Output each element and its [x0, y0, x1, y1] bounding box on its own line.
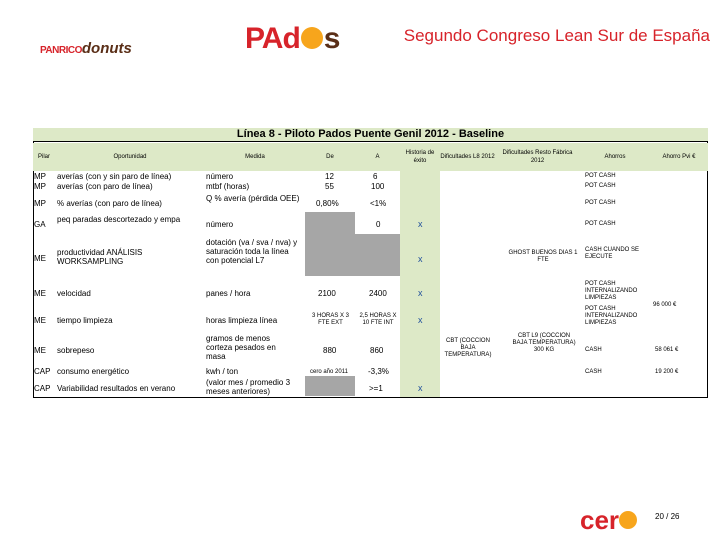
row7-pilar: ME	[34, 316, 46, 325]
row3-ahorros: POT CASH	[585, 200, 616, 206]
row5-historia-x: x	[418, 254, 423, 264]
row2-oportunidad: averías (con paro de línea)	[57, 182, 153, 191]
row4-ahorros: POT CASH	[585, 221, 616, 227]
row6-ahorro-pvi: 96 000 €	[653, 302, 677, 308]
row4-pilar: GA	[34, 220, 46, 229]
donuts-text: donuts	[81, 40, 132, 57]
row10-a: >=1	[369, 384, 383, 393]
pados-text-1: PA	[245, 22, 283, 55]
row5-ahorros: CASH CUANDO SE EJECUTE	[585, 247, 640, 260]
pados-text-2: d	[282, 22, 300, 55]
row3-de: 0,80%	[316, 199, 339, 208]
row8-de: 880	[323, 346, 337, 355]
row10-oportunidad: Variabilidad resultados en verano	[57, 384, 176, 393]
row1-pilar: MP	[34, 172, 46, 181]
panrico-text: PANRICO	[40, 45, 82, 56]
col-header-a: A	[355, 143, 400, 171]
cero-text: cer	[580, 505, 620, 535]
row1-de: 12	[325, 172, 334, 181]
row5-pilar: ME	[34, 254, 46, 263]
row8-ahorros: CASH	[585, 347, 602, 353]
pados-logo	[245, 22, 355, 56]
row2-de: 55	[325, 182, 334, 191]
col-header-de: De	[305, 143, 355, 171]
row1-oportunidad: averías (con y sin paro de línea)	[57, 172, 172, 181]
row10-historia-x: x	[418, 383, 423, 393]
row1-ahorros: POT CASH	[585, 173, 616, 179]
row4-historia-x: x	[418, 219, 423, 229]
row8-pilar: ME	[34, 346, 46, 355]
col-header-dif-resto: Dificultades Resto Fábrica 2012	[495, 143, 580, 171]
row6-oportunidad: velocidad	[57, 289, 91, 298]
row8-dif-l8: CBT (COCCION BAJA TEMPERATURA)	[444, 338, 492, 358]
row9-de: cero año 2011	[310, 369, 348, 375]
row7-historia-x: x	[418, 315, 423, 325]
row4-a: 0	[376, 220, 381, 229]
col-header-ahorros: Ahorros	[580, 143, 650, 171]
row9-ahorros: CASH	[585, 369, 602, 375]
row6-historia-x: x	[418, 288, 423, 298]
page-number: 20 / 26	[655, 512, 680, 521]
row10-medida: (valor mes / promedio 3 meses anteriores)	[206, 378, 291, 396]
row3-oportunidad: % averías (con paro de línea)	[57, 199, 162, 208]
row5-dif-resto: GHOST BUENOS DIAS 1 FTE	[508, 250, 578, 263]
row8-a: 860	[370, 346, 384, 355]
row2-medida: mtbf (horas)	[206, 182, 250, 191]
row7-medida: horas limpieza línea	[206, 316, 278, 325]
row1-a: 6	[373, 172, 378, 181]
historia-column-bg	[400, 171, 440, 397]
row1-medida: número	[206, 172, 234, 181]
row2-pilar: MP	[34, 182, 46, 191]
row8-dif-resto: CBT L9 (COCCION BAJA TEMPERATURA) 300 KG	[512, 333, 576, 353]
row9-a: -3,3%	[368, 367, 389, 376]
row6-ahorros: POT CASH INTERNALIZANDO LIMPIEZAS	[585, 281, 638, 301]
row4-medida: número	[206, 220, 234, 229]
cero-o-icon	[619, 511, 637, 529]
col-header-dif-l8: Dificultades L8 2012	[440, 143, 495, 171]
col-header-oportunidad: Oportunidad	[55, 143, 205, 171]
row3-medida: Q % avería (pérdida OEE)	[206, 194, 300, 203]
row7-ahorros: POT CASH INTERNALIZANDO LIMPIEZAS	[585, 306, 638, 326]
row9-medida: kwh / ton	[206, 367, 239, 376]
row3-a: <1%	[370, 199, 387, 208]
row6-a: 2400	[369, 289, 387, 298]
row10-pilar: CAP	[34, 384, 51, 393]
col-header-historia: Historia de éxito	[400, 143, 440, 171]
row7-a: 2,5 HORAS X 10 FTE INT	[359, 313, 397, 326]
row9-pilar: CAP	[34, 367, 51, 376]
event-title: Segundo Congreso Lean Sur de España	[403, 26, 710, 45]
row8-ahorro-pvi: 58 061 €	[655, 347, 679, 353]
panrico-donuts-logo	[40, 40, 130, 64]
gray-cell	[305, 234, 400, 276]
col-header-pilar: Pilar	[33, 143, 55, 171]
gray-cell	[305, 376, 355, 396]
cero-logo	[580, 505, 637, 536]
row5-medida: dotación (va / sva / nva) y saturación toda la línea con potencial L7	[206, 238, 298, 265]
row2-ahorros: POT CASH	[585, 183, 616, 189]
row4-oportunidad: peq paradas descortezado y empa	[57, 215, 181, 224]
col-header-medida: Medida	[205, 143, 305, 171]
pados-o-icon	[301, 27, 323, 49]
table-title: Línea 8 - Piloto Pados Puente Genil 2012 - Baseline	[33, 128, 708, 142]
row9-oportunidad: consumo energético	[57, 367, 130, 376]
row5-oportunidad: productividad ANÁLISIS WORKSAMPLING	[57, 248, 143, 266]
row8-medida: gramos de menos corteza pesados en masa	[206, 334, 276, 361]
row2-a: 100	[371, 182, 385, 191]
row7-oportunidad: tiempo limpieza	[57, 316, 113, 325]
row6-de: 2100	[318, 289, 336, 298]
gray-cell	[305, 212, 355, 234]
col-header-ahorro-pvi: Ahorro Pvi €	[650, 143, 708, 171]
row6-medida: panes / hora	[206, 289, 251, 298]
row9-ahorro-pvi: 19 200 €	[655, 369, 679, 375]
row8-oportunidad: sobrepeso	[57, 346, 95, 355]
row6-pilar: ME	[34, 289, 46, 298]
row3-pilar: MP	[34, 199, 46, 208]
pados-text-3: s	[323, 22, 340, 55]
row7-de: 3 HORAS X 3 FTE EXT	[311, 313, 349, 326]
